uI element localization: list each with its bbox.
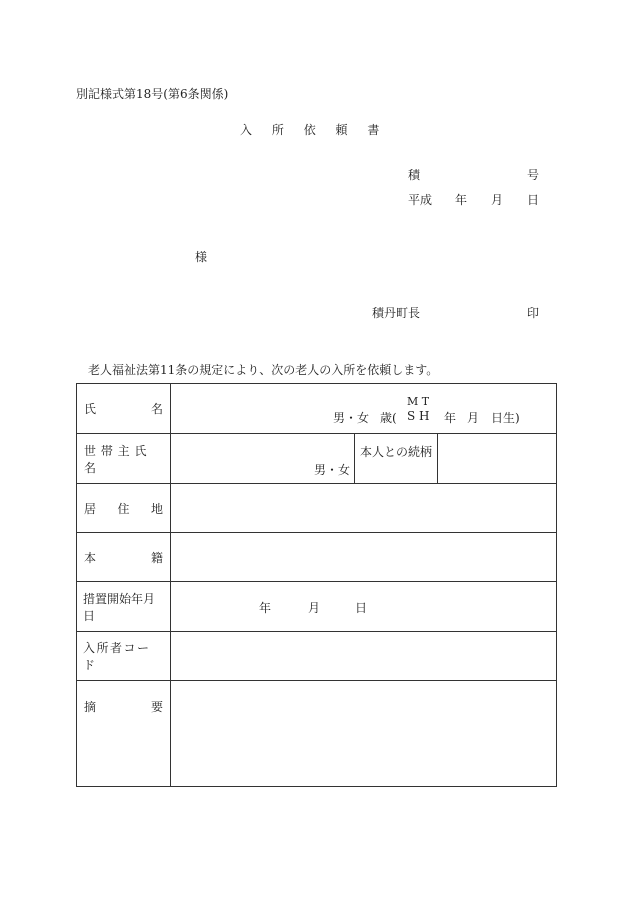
- title-char: 書: [367, 123, 380, 137]
- domicile-label-char: 籍: [150, 550, 163, 565]
- document-number-label: 積: [408, 168, 421, 182]
- table-row-address: [77, 484, 557, 533]
- document-number-suffix: 号: [527, 168, 540, 182]
- table-row-household: [77, 434, 557, 484]
- month-label: 月: [491, 193, 504, 207]
- form-reference: 別記様式第18号(第6条関係): [76, 87, 229, 101]
- code-label: 入所者コード: [83, 641, 151, 672]
- address-label-char: 住: [117, 501, 130, 516]
- domicile-label-cell: [77, 533, 171, 582]
- household-sex-options: 男・女: [314, 463, 351, 477]
- day-label: 日: [527, 193, 540, 207]
- sex-options: 男・女: [333, 411, 370, 425]
- address-value-cell[interactable]: [171, 484, 557, 533]
- start-month-label: 月: [308, 601, 321, 615]
- request-form-table: [76, 383, 557, 787]
- domicile-value-cell[interactable]: [171, 533, 557, 582]
- title-char: 依: [303, 123, 316, 137]
- code-value-cell[interactable]: [171, 632, 557, 681]
- start-date-label-cell: [77, 582, 171, 632]
- domicile-label-char: 本: [84, 550, 97, 565]
- address-label-cell: [77, 484, 171, 533]
- era-options-top: M T: [407, 395, 430, 408]
- title-char: 入: [240, 123, 253, 137]
- year-label: 年: [455, 193, 468, 207]
- summary-label-cell: [77, 681, 171, 787]
- addressee-suffix: 様: [195, 250, 208, 264]
- summary-value-cell[interactable]: [171, 681, 557, 787]
- household-label-cell: [77, 434, 171, 484]
- title-char: 頼: [335, 123, 348, 137]
- start-year-label: 年: [259, 601, 272, 615]
- table-row-start-date: [77, 582, 557, 632]
- name-label-cell: [77, 384, 171, 434]
- intro-text: 老人福祉法第11条の規定により、次の老人の入所を依頼します。: [88, 363, 439, 377]
- era-options-bottom: S H: [407, 409, 430, 423]
- seal-mark: 印: [527, 306, 540, 320]
- birth-month-label: 月: [467, 411, 480, 425]
- age-label: 歳(: [380, 411, 397, 425]
- document-title: [240, 121, 395, 138]
- title-char: 所: [271, 123, 284, 137]
- relation-value-cell[interactable]: [438, 434, 557, 484]
- start-date-value-cell[interactable]: [171, 582, 557, 632]
- summary-label-char: 摘: [84, 700, 97, 714]
- era-label: 平成: [408, 193, 433, 207]
- relation-label: 本人との続柄: [360, 445, 433, 459]
- start-day-label: 日: [355, 601, 368, 615]
- summary-label-char: 要: [150, 700, 163, 714]
- birth-day-label: 日生): [491, 411, 520, 425]
- code-label-cell: [77, 632, 171, 681]
- issuer-name: 積丹町長: [372, 306, 421, 320]
- table-row-domicile: [77, 533, 557, 582]
- address-label-char: 居: [84, 501, 97, 516]
- table-row-name: [77, 384, 557, 434]
- table-row-summary: [77, 681, 557, 787]
- birth-year-label: 年: [444, 411, 457, 425]
- name-label-char: 名: [150, 402, 163, 416]
- address-label-char: 地: [150, 501, 163, 516]
- relation-label-cell: [355, 434, 438, 484]
- start-date-label: 措置開始年月日: [83, 591, 156, 623]
- household-value-cell[interactable]: [171, 434, 355, 484]
- name-label-char: 氏: [84, 402, 97, 416]
- household-label: 世 帯 主 氏 名: [84, 443, 147, 475]
- name-value-cell[interactable]: [171, 384, 557, 434]
- table-row-code: [77, 632, 557, 681]
